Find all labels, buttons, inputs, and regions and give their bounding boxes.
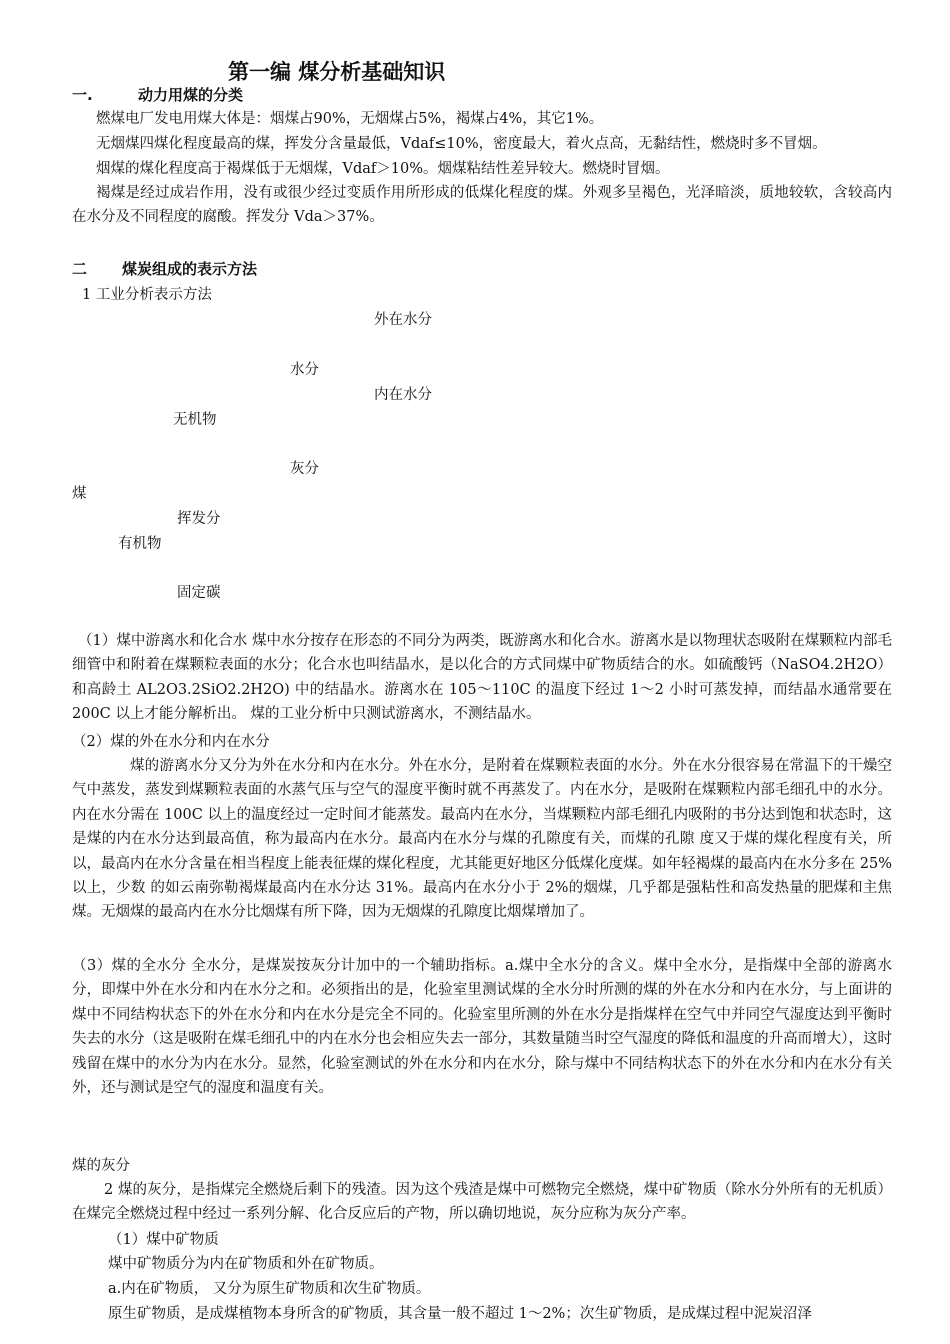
lignite-paragraph: 褐煤是经过成岩作用，没有或很少经过变质作用所形成的低煤化程度的煤。外观多呈褐色，光泽暗淡，质地较软，含较高内在水分及不同程度的腐酸。挥发分 Vda＞37%。 bbox=[72, 185, 892, 226]
ash-heading: 煤的灰分 bbox=[72, 1158, 130, 1174]
total-moisture-paragraph: （3）煤的全水分 全水分，是煤炭按灰分计加中的一个辅助指标。a.煤中全水分的含义。煤中全水分，是指煤中全部的游离水分，即煤中外在水分和内在水分之和。必须指出的是，化验室里测试煤的全水分时所测的煤的外在水分和内在水分，与上面讲的煤中不同结构状态下的外在水分和内在水分是完全不同的。化验室里所测的外在水分是指煤样在空气中并同空气湿度达到平衡时失去的水分（这是吸附在煤毛细孔中的内在水分也会相应失去一部分，其数量随当时空气湿度的降低和温度的升高而增大），这时残留在煤中的水分为内在水分。显然，化验室测试的外在水分和内在水分，除与煤中不同结构状态下的外在水分和内在水分有关外，还与测试是空气的湿度和温度有关。 bbox=[72, 958, 892, 1097]
tree-moisture: 水分 bbox=[290, 362, 319, 378]
section1-line-2: 无烟煤四煤化程度最高的煤，挥发分含量最低，Vdaf≤10%，密度最大，着火点高，无黏结性，燃烧时多不冒烟。 bbox=[96, 136, 827, 152]
outer-inner-moisture-heading: （2）煤的外在水分和内在水分 bbox=[72, 734, 270, 750]
section1-number: 一. bbox=[72, 86, 93, 104]
tree-inorganic: 无机物 bbox=[173, 412, 217, 428]
section1-line-3: 烟煤的煤化程度高于褐煤低于无烟煤，Vdaf＞10%。烟煤粘结性差异较大。燃烧时冒烟。 bbox=[96, 161, 670, 177]
subsection-industrial-analysis: 1 工业分析表示方法 bbox=[82, 287, 212, 303]
mineral-line-2: a.内在矿物质， 又分为原生矿物质和次生矿物质。 bbox=[108, 1281, 431, 1297]
ash-paragraph: 2 煤的灰分，是指煤完全燃烧后剩下的残渣。因为这个残渣是煤中可燃物完全燃烧，煤中矿物质（除水分外所有的无机质）在煤完全燃烧过程中经过一系列分解、化合反应后的产物，所以确切地说，灰分应称为灰分产率。 bbox=[72, 1182, 892, 1223]
tree-inner-moisture: 内在水分 bbox=[374, 387, 432, 403]
section2-heading: 煤炭组成的表示方法 bbox=[122, 260, 258, 278]
tree-organic: 有机物 bbox=[118, 536, 162, 552]
free-and-combined-water-paragraph: （1）煤中游离水和化合水 煤中水分按存在形态的不同分为两类，既游离水和化合水。游离水是以物理状态吸附在煤颗粒内部毛细管中和附着在煤颗粒表面的水分；化合水也叫结晶水，是以化合的方式同煤中矿物质结合的水。如硫酸钙（NaSO4.2H2O）和高龄土 AL2O3.2SiO2.2H2O) 中的结晶水。游离水在 105～110C 的温度下经过 1～2 小时可蒸发掉，而结晶水通常要在 200C 以上才能分解析出。 煤的工业分析中只测试游离水，不测结晶水。 bbox=[72, 633, 892, 723]
section1-line-1: 燃煤电厂发电用煤大体是：烟煤占90%，无烟煤占5%，褐煤占4%，其它1%。 bbox=[96, 111, 604, 127]
tree-ash: 灰分 bbox=[290, 461, 319, 477]
section2-number: 二 bbox=[72, 260, 88, 278]
tree-outer-moisture: 外在水分 bbox=[374, 312, 432, 328]
mineral-heading: （1）煤中矿物质 bbox=[108, 1232, 219, 1248]
tree-volatile: 挥发分 bbox=[177, 511, 221, 527]
page-title: 第一编 煤分析基础知识 bbox=[228, 60, 446, 84]
outer-inner-moisture-paragraph: 煤的游离水分又分为外在水分和内在水分。外在水分，是附着在煤颗粒表面的水分。外在水分很容易在常温下的干燥空气中蒸发，蒸发到煤颗粒表面的水蒸气压与空气的湿度平衡时就不再蒸发了。内在水分，是吸附在煤颗粒内部毛细孔中的水分。内在水分需在 100C 以上的温度经过一定时间才能蒸发。最高内在水分，当煤颗粒内部毛细孔内吸附的书分达到饱和状态时，这是煤的内在水分达到最高值，称为最高内在水分。最高内在水分与煤的孔隙度有关，而煤的孔隙 度又于煤的煤化程度有关，所以，最高内在水分含量在相当程度上能表征煤的煤化程度，尤其能更好地区分低煤化度煤。如年轻褐煤的最高内在水分多在 25%以上，少数 的如云南弥勒褐煤最高内在水分达 31%。最高内在水分小于 2%的烟煤，几乎都是强粘性和高发热量的肥煤和主焦煤。无烟煤的最高内在水分比烟煤有所下降，因为无烟煤的孔隙度比烟煤增加了。 bbox=[72, 758, 892, 921]
section1-heading: 动力用煤的分类 bbox=[138, 86, 244, 104]
tree-coal: 煤 bbox=[72, 486, 87, 502]
tree-fixed-carbon: 固定碳 bbox=[177, 585, 221, 601]
mineral-line-1: 煤中矿物质分为内在矿物质和外在矿物质。 bbox=[108, 1256, 384, 1272]
mineral-line-3: 原生矿物质，是成煤植物本身所含的矿物质，其含量一般不超过 1～2%；次生矿物质，是成煤过程中泥炭沼泽 bbox=[108, 1306, 812, 1322]
